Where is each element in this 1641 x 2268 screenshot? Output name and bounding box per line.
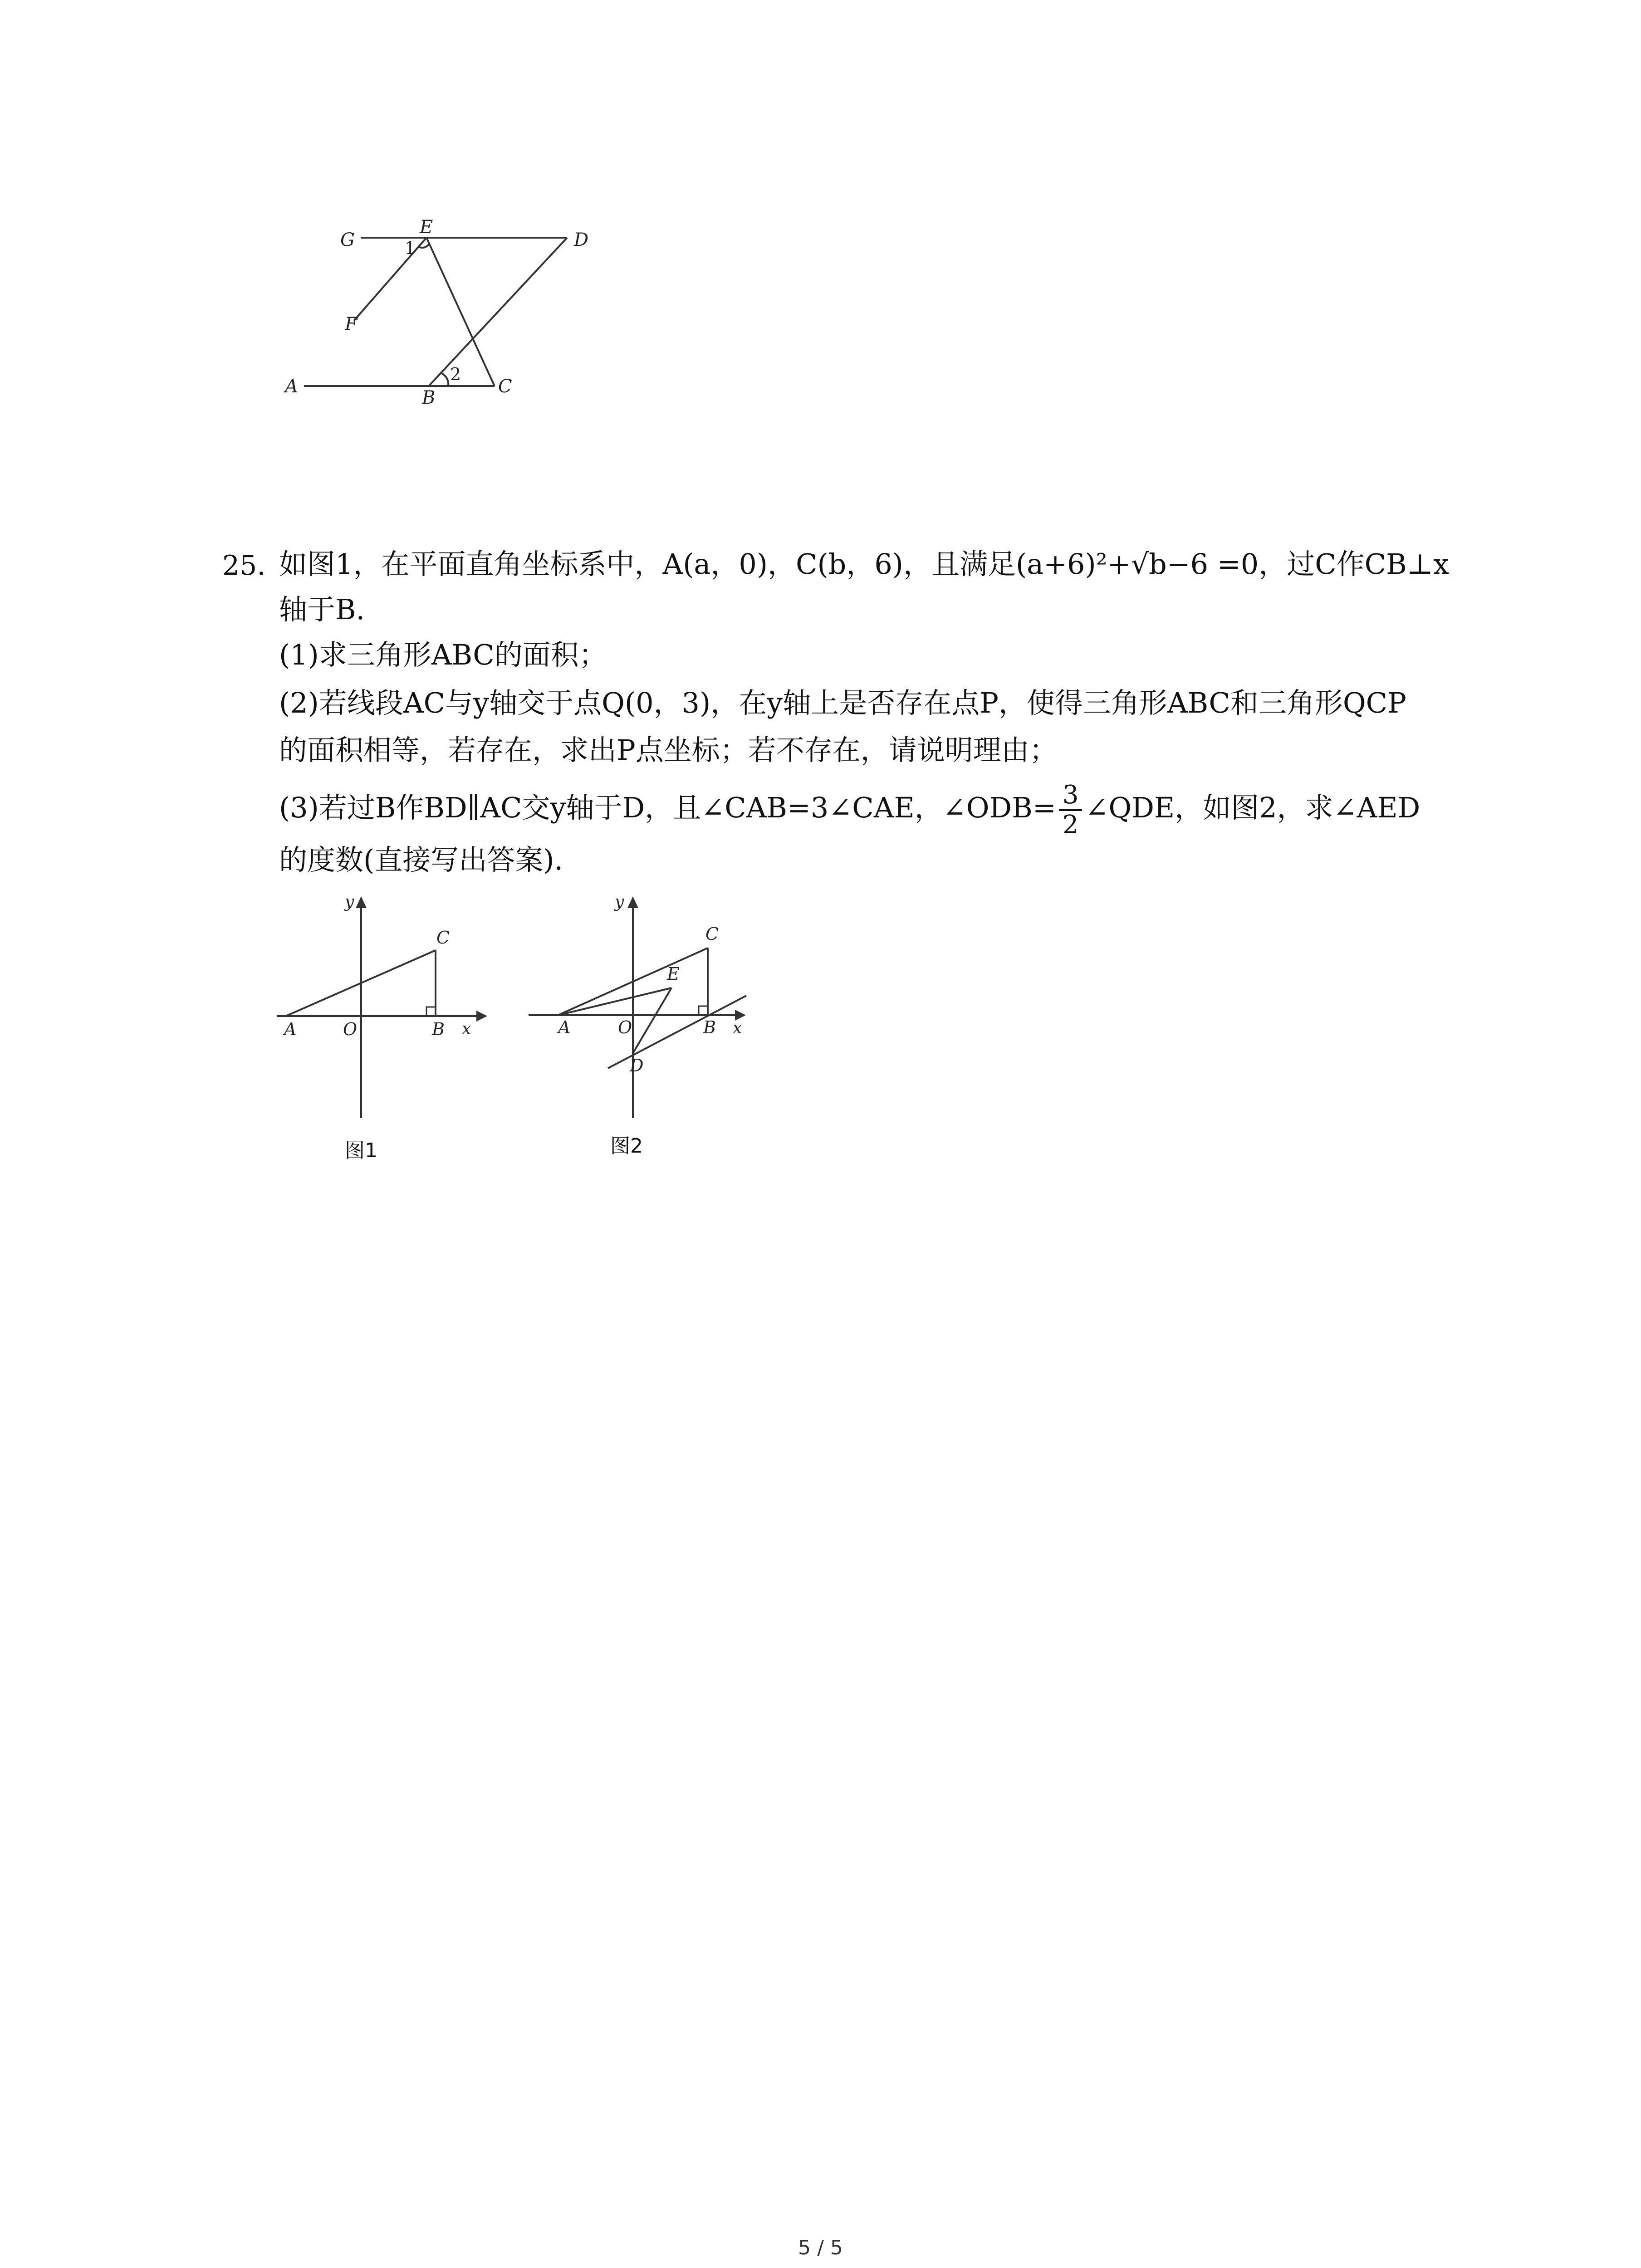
label-y: y — [345, 893, 354, 911]
right-angle-mark-icon — [426, 1007, 436, 1016]
label-a: A — [284, 1019, 297, 1039]
label-angle-1: 1 — [405, 238, 416, 258]
label-d: D — [630, 1056, 644, 1075]
label-e: E — [420, 218, 433, 238]
right-angle-mark-icon — [699, 1006, 708, 1015]
label-angle-2: 2 — [450, 364, 461, 384]
question-number: 25. — [222, 550, 266, 582]
segment-db — [429, 238, 567, 386]
fraction-numerator: 3 — [1059, 781, 1083, 811]
segment-ed — [633, 988, 671, 1053]
label-o: O — [618, 1017, 632, 1037]
label-a: A — [558, 1017, 571, 1037]
y-axis-arrow-icon — [627, 896, 638, 908]
figure-1-caption: 图1 — [345, 1139, 377, 1162]
label-e: E — [667, 964, 680, 984]
fraction-three-halves — [1059, 781, 1083, 839]
segment-ec — [426, 238, 495, 386]
label-x: x — [462, 1020, 471, 1038]
y-axis-arrow-icon — [356, 896, 367, 908]
label-c: C — [705, 924, 719, 944]
fraction-denominator: 2 — [1062, 810, 1079, 840]
label-y: y — [615, 893, 624, 911]
question-part-2-line-2: 的面积相等，若存在，求出P点坐标；若不存在，请说明理由； — [279, 733, 1058, 767]
label-a: A — [285, 376, 298, 397]
label-c: C — [436, 928, 450, 948]
figure-1-diagram — [272, 889, 490, 1125]
angle-2-arc — [441, 373, 448, 386]
label-c: C — [498, 376, 512, 397]
question-part-2-line-1: (2)若线段AC与y轴交于点Q(0，3)，在y轴上是否存在点P，使得三角形ABC和三角形QCP — [279, 686, 1406, 719]
label-d: D — [574, 230, 589, 250]
figure-2-caption: 图2 — [610, 1134, 643, 1158]
parallel-lines-figure — [272, 218, 599, 408]
label-b: B — [422, 387, 436, 408]
question-part-1: (1)求三角形ABC的面积； — [279, 638, 607, 671]
label-b: B — [703, 1017, 716, 1037]
label-x: x — [733, 1019, 742, 1037]
part-3-text-after: ∠QDE，如图2，求∠AED — [1085, 791, 1421, 825]
label-o: O — [343, 1019, 358, 1039]
question-line-2: 轴于B. — [279, 593, 365, 626]
label-g: G — [340, 230, 355, 250]
question-part-3-line-1 — [279, 781, 1420, 839]
question-part-3-line-2: 的度数(直接写出答案). — [279, 843, 563, 876]
question-line-1: 如图1，在平面直角坐标系中，A(a，0)，C(b，6)，且满足(a+6)²+√b−6 =0，过C作CB⊥x — [279, 547, 1449, 581]
x-axis-arrow-icon — [476, 1011, 487, 1022]
label-b: B — [432, 1019, 445, 1039]
figure-2-diagram — [522, 889, 758, 1125]
label-f: F — [345, 314, 358, 335]
part-3-text-before: (3)若过B作BD∥AC交y轴于D，且∠CAB=3∠CAE，∠ODB= — [279, 791, 1056, 825]
page-number: 5 / 5 — [798, 2236, 843, 2259]
segment-ae — [558, 988, 671, 1015]
